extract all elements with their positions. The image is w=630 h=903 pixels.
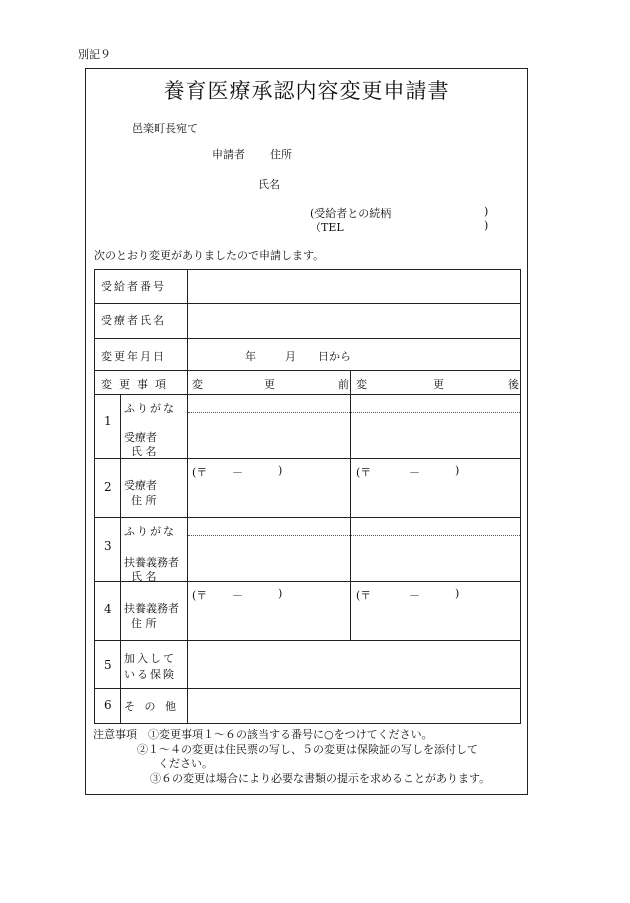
row-label-a: 扶養義務者 xyxy=(124,602,179,615)
postal-after: (〒 xyxy=(356,589,372,602)
postal-dash-before: － xyxy=(232,466,243,479)
patient-name-label: 受療者氏名 xyxy=(101,314,166,327)
row-label-a: 加入して xyxy=(124,652,176,665)
postal-after: (〒 xyxy=(356,466,372,479)
row-number: 4 xyxy=(104,602,112,616)
header-before-2: 更 xyxy=(264,378,275,391)
row-label-a: ふりがな xyxy=(124,402,176,415)
postal-dash-after: － xyxy=(409,589,420,602)
header-item: 変更事項 xyxy=(101,378,173,391)
row-label-a: そ の 他 xyxy=(124,700,179,713)
addressee: 邑楽町長宛て xyxy=(132,122,198,135)
row-number: 5 xyxy=(104,658,112,672)
address-label: 住所 xyxy=(270,148,292,161)
postal-close-after: ) xyxy=(455,587,460,600)
row-label-b: 住 所 xyxy=(131,494,157,507)
change-date-label: 変更年月日 xyxy=(101,350,166,363)
header-after-3: 後 xyxy=(508,378,519,391)
name-label: 氏名 xyxy=(258,178,280,191)
row-label-b: いる保険 xyxy=(124,668,176,681)
row-number: 6 xyxy=(104,698,112,712)
relation-close: ) xyxy=(484,205,489,218)
header-after-2: 更 xyxy=(433,378,444,391)
header-before-3: 前 xyxy=(338,378,349,391)
row-label-c: 氏 名 xyxy=(131,570,157,583)
recipient-number-label: 受給者番号 xyxy=(101,280,166,293)
page-title: 養育医療承認内容変更申請書 xyxy=(163,79,450,103)
row-label-a: 受療者 xyxy=(124,479,157,492)
postal-close-after: ) xyxy=(455,464,460,477)
date-year: 年 xyxy=(245,350,256,363)
row-label-a: ふりがな xyxy=(124,525,176,538)
postal-before: (〒 xyxy=(192,466,208,479)
row-label-b: 扶養義務者 xyxy=(124,556,179,569)
relation-label: (受給者との続柄 xyxy=(310,207,392,220)
postal-close-before: ) xyxy=(278,464,283,477)
intro-text: 次のとおり変更がありましたので申請します。 xyxy=(94,249,325,262)
date-day-from: 日から xyxy=(318,350,351,363)
postal-dash-after: － xyxy=(409,466,420,479)
header-after-1: 変 xyxy=(356,378,367,391)
note-1: ①変更事項１～６の該当する番号に○をつけてください。 xyxy=(148,728,433,741)
row-label-c: 氏 名 xyxy=(131,445,157,458)
row-number: 1 xyxy=(104,414,112,428)
tel-close: ) xyxy=(484,219,489,232)
note-2a: ②１～４の変更は住民票の写し、５の変更は保険証の写しを添付して xyxy=(137,743,478,756)
row-label-b: 住 所 xyxy=(131,617,157,630)
tel-label: （TEL xyxy=(310,221,344,234)
postal-dash-before: － xyxy=(232,589,243,602)
applicant-label: 申請者 xyxy=(212,148,245,161)
postal-close-before: ) xyxy=(278,587,283,600)
row-label-b: 受療者 xyxy=(124,431,157,444)
header-before-1: 変 xyxy=(192,378,203,391)
row-number: 3 xyxy=(104,539,112,553)
postal-before: (〒 xyxy=(192,589,208,602)
note-2b: ください。 xyxy=(158,757,213,770)
document-reference: 別記９ xyxy=(78,48,111,61)
date-month: 月 xyxy=(285,350,296,363)
notes-heading: 注意事項 xyxy=(93,728,137,741)
row-number: 2 xyxy=(104,480,112,494)
note-3: ③６の変更は場合により必要な書類の提示を求めることがあります。 xyxy=(150,772,491,785)
